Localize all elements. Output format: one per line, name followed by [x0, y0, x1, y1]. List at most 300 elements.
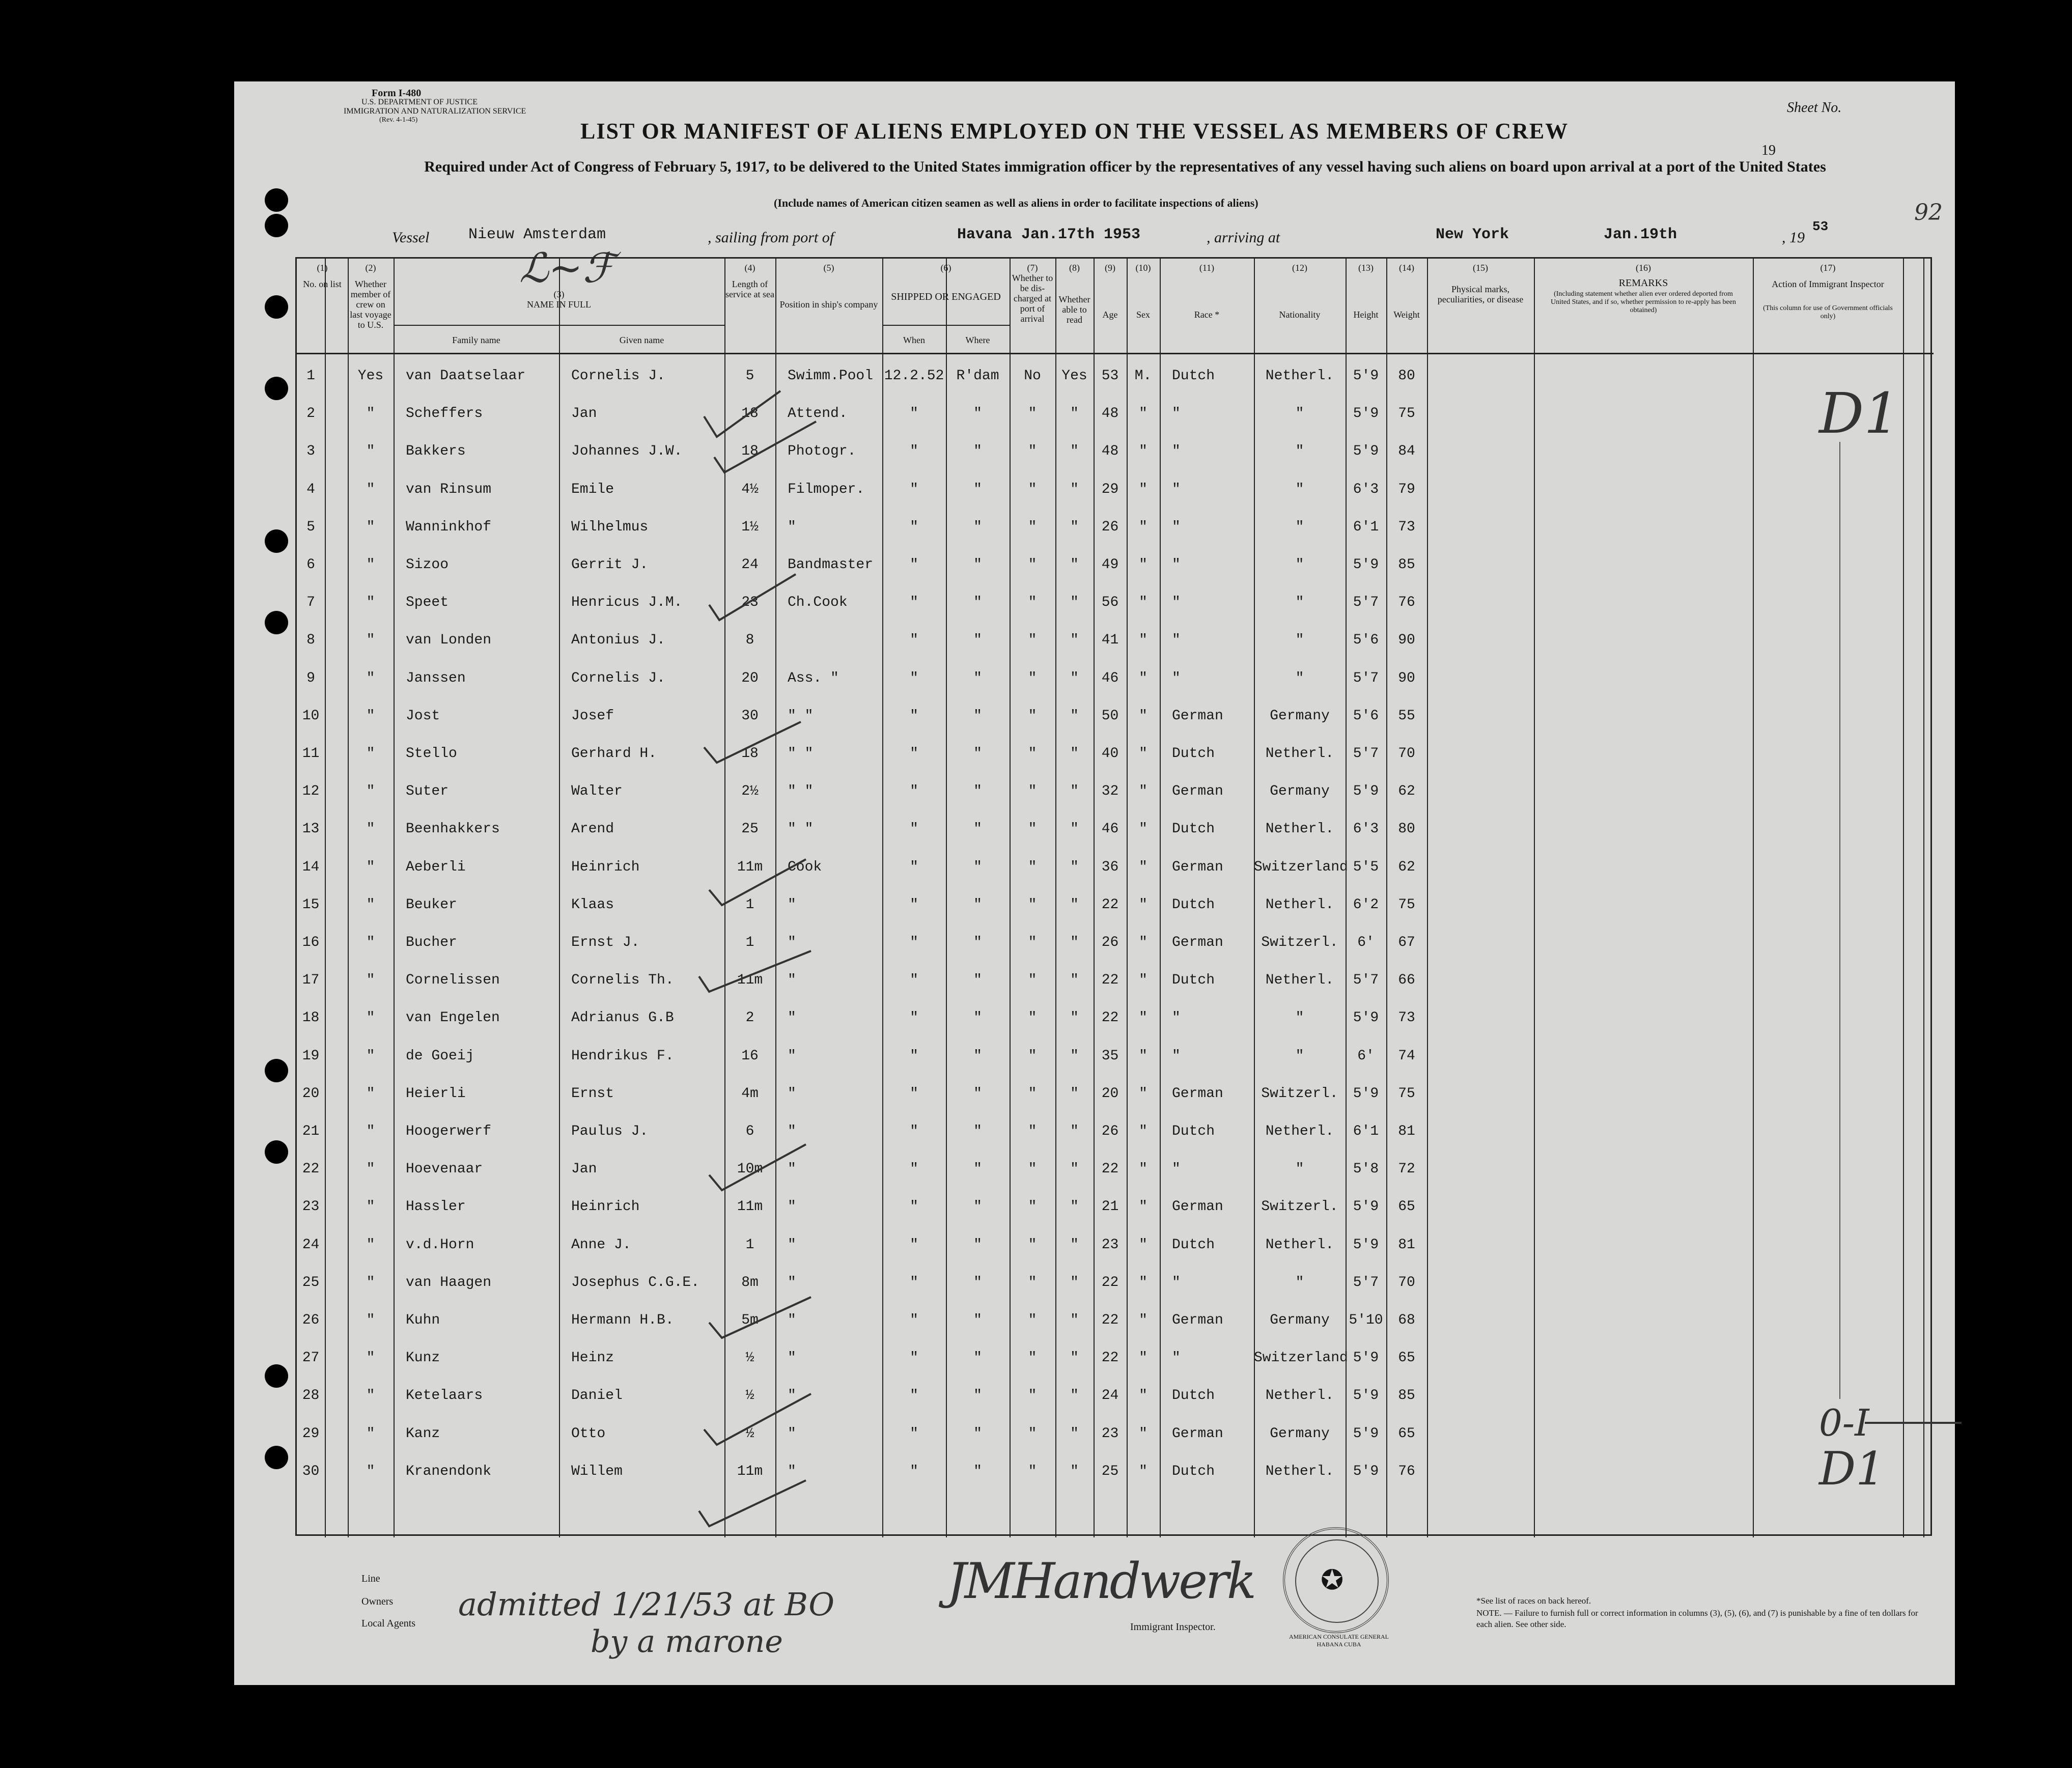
col-header-no: No. on list — [303, 279, 342, 289]
cell-height: 6'2 — [1353, 897, 1379, 913]
cell-where: " — [973, 1464, 982, 1479]
cell-disch: " — [1028, 746, 1037, 762]
cell-position: " — [788, 1464, 796, 1479]
cell-sex: " — [1139, 1312, 1147, 1328]
table-row — [297, 924, 1930, 961]
cell-family: van Daatselaar — [406, 368, 526, 384]
punch-hole — [265, 377, 288, 400]
cell-age: 50 — [1101, 708, 1119, 724]
cell-where: " — [973, 935, 982, 950]
cell-disch: " — [1028, 972, 1037, 988]
cell-member: " — [366, 708, 375, 724]
col-num-6: (6) — [940, 263, 951, 273]
cell-where: R'dam — [956, 368, 999, 384]
cell-disch: " — [1028, 595, 1037, 610]
cell-race: German — [1172, 783, 1223, 799]
cell-member: " — [366, 1388, 375, 1404]
col-num-16: (16) — [1636, 263, 1651, 273]
cell-read: " — [1070, 670, 1079, 686]
cell-weight: 62 — [1398, 783, 1415, 799]
col-header-read: Whether able to read — [1058, 294, 1090, 325]
cell-given: Johannes J.W. — [571, 443, 683, 459]
cell-where: " — [973, 859, 982, 875]
cell-family: Hassler — [406, 1199, 466, 1215]
cell-length: 18 — [741, 443, 759, 459]
col-num-10: (10) — [1135, 263, 1151, 273]
cell-nat: Germany — [1270, 1426, 1330, 1442]
cell-no: 21 — [302, 1124, 320, 1139]
cell-read: " — [1070, 935, 1079, 950]
cell-age: 46 — [1101, 670, 1119, 686]
cell-disch: " — [1028, 1426, 1037, 1442]
cell-where: " — [973, 1161, 982, 1177]
cell-weight: 85 — [1398, 557, 1415, 573]
cell-age: 48 — [1101, 406, 1119, 422]
cell-family: van Haagen — [406, 1275, 492, 1290]
cell-no: 11 — [302, 746, 320, 762]
cell-member: " — [366, 897, 375, 913]
cell-disch: " — [1028, 519, 1037, 535]
strike-through — [1865, 1422, 1962, 1424]
cell-where: " — [973, 443, 982, 459]
cell-disch: " — [1028, 1010, 1037, 1026]
cell-disch: " — [1028, 783, 1037, 799]
cell-given: Klaas — [571, 897, 614, 913]
cell-height: 5'6 — [1353, 632, 1379, 648]
col-num-8: (8) — [1069, 263, 1080, 273]
cell-sex: " — [1139, 935, 1147, 950]
cell-disch: " — [1028, 1312, 1037, 1328]
cell-age: 26 — [1101, 1124, 1119, 1139]
cell-weight: 73 — [1398, 519, 1415, 535]
cell-read: " — [1070, 482, 1079, 497]
cell-nat: " — [1295, 1275, 1304, 1290]
cell-height: 5'7 — [1353, 595, 1379, 610]
table-row — [297, 1038, 1930, 1075]
cell-nat: Netherl. — [1265, 1388, 1334, 1404]
cell-race: Dutch — [1172, 1124, 1215, 1139]
cell-weight: 84 — [1398, 443, 1415, 459]
cell-height: 5'9 — [1353, 1199, 1379, 1215]
cell-family: Cornelissen — [406, 972, 500, 988]
cell-height: 5'9 — [1353, 1010, 1379, 1026]
cell-sex: " — [1139, 972, 1147, 988]
cell-race: Dutch — [1172, 897, 1215, 913]
cell-when: 12.2.52 — [884, 368, 944, 384]
cell-disch: " — [1028, 1048, 1037, 1064]
cell-weight: 80 — [1398, 821, 1415, 837]
cell-family: Kranendonk — [406, 1464, 492, 1479]
cell-height: 5'7 — [1353, 746, 1379, 762]
page-title: LIST OR MANIFEST OF ALIENS EMPLOYED ON THE VESSEL AS MEMBERS OF CREW — [580, 119, 1569, 144]
cell-height: 6'3 — [1353, 821, 1379, 837]
cell-height: 6' — [1357, 935, 1375, 950]
cell-when: " — [910, 1048, 918, 1064]
cell-where: " — [973, 972, 982, 988]
col-header-where: Where — [965, 335, 990, 345]
cell-length: 11m — [737, 1199, 763, 1215]
cell-given: Josef — [571, 708, 614, 724]
cell-weight: 75 — [1398, 406, 1415, 422]
cell-disch: " — [1028, 1199, 1037, 1215]
cell-length: ½ — [745, 1388, 754, 1404]
cell-length: 11m — [737, 859, 763, 875]
cell-read: " — [1070, 1086, 1079, 1102]
col-header-discharged: Whether to be dis-charged at port of arrival — [1012, 273, 1053, 324]
cell-position: " " — [788, 783, 814, 799]
cell-when: " — [910, 1199, 918, 1215]
cell-read: " — [1070, 1237, 1079, 1253]
cell-family: Heierli — [406, 1086, 466, 1102]
cell-member: " — [366, 1048, 375, 1064]
cell-disch: " — [1028, 897, 1037, 913]
cell-length: ½ — [745, 1350, 754, 1366]
col-num-3: (3) — [553, 289, 565, 299]
cell-height: 5'5 — [1353, 859, 1379, 875]
cell-when: " — [910, 783, 918, 799]
col-header-when: When — [903, 335, 925, 345]
cell-position: " — [788, 1312, 796, 1328]
year-prefix-2: , 19 — [1782, 229, 1805, 246]
cell-no: 28 — [302, 1388, 320, 1404]
cell-race: " — [1172, 557, 1181, 573]
cell-sex: " — [1139, 1388, 1147, 1404]
cell-height: 5'9 — [1353, 443, 1379, 459]
cell-race: " — [1172, 482, 1181, 497]
crew-table — [295, 257, 1932, 1536]
cell-height: 5'9 — [1353, 1350, 1379, 1366]
cell-family: Hoogerwerf — [406, 1124, 492, 1139]
cell-age: 23 — [1101, 1237, 1119, 1253]
table-row — [297, 1340, 1930, 1377]
stamp-text: AMERICAN CONSULATE GENERAL HABANA CUBA — [1289, 1633, 1389, 1648]
cell-family: Jost — [406, 708, 440, 724]
cell-race: " — [1172, 1275, 1181, 1290]
cell-weight: 70 — [1398, 1275, 1415, 1290]
col-header-length: Length of service at sea — [725, 279, 774, 299]
cell-read: " — [1070, 1275, 1079, 1290]
cell-position: Swimm.Pool — [788, 368, 874, 384]
cell-where: " — [973, 595, 982, 610]
col-num-5: (5) — [823, 263, 834, 273]
cell-sex: " — [1139, 1086, 1147, 1102]
cell-nat: Switzerl. — [1261, 1086, 1338, 1102]
cell-sex: " — [1139, 1464, 1147, 1479]
col-header-action: Action of Immigrant Inspector — [1772, 279, 1884, 289]
cell-when: " — [910, 935, 918, 950]
cell-weight: 76 — [1398, 1464, 1415, 1479]
cell-when: " — [910, 859, 918, 875]
cell-member: Yes — [357, 368, 384, 384]
races-note: *See list of races on back hereof. — [1476, 1596, 1591, 1606]
agents-label: Local Agents — [361, 1618, 416, 1629]
cell-given: Otto — [571, 1426, 606, 1442]
cell-given: Cornelis Th. — [571, 972, 674, 988]
cell-weight: 90 — [1398, 670, 1415, 686]
punch-hole — [265, 1446, 288, 1469]
cell-family: Beenhakkers — [406, 821, 500, 837]
cell-member: " — [366, 1161, 375, 1177]
cell-where: " — [973, 632, 982, 648]
cell-given: Arend — [571, 821, 614, 837]
col-num-14: (14) — [1399, 263, 1414, 273]
cell-race: German — [1172, 1426, 1223, 1442]
col-header-action-sub: (This column for use of Government officials only) — [1763, 304, 1893, 320]
cell-weight: 65 — [1398, 1350, 1415, 1366]
col-header-age: Age — [1102, 310, 1118, 320]
cell-where: " — [973, 1010, 982, 1026]
cell-sex: " — [1139, 1010, 1147, 1026]
cell-when: " — [910, 482, 918, 497]
cell-race: German — [1172, 1199, 1223, 1215]
cell-where: " — [973, 746, 982, 762]
form-revision: (Rev. 4-1-45) — [379, 116, 418, 124]
cell-sex: " — [1139, 708, 1147, 724]
cell-sex: " — [1139, 670, 1147, 686]
cell-position: " — [788, 1388, 796, 1404]
cell-race: " — [1172, 595, 1181, 610]
cell-race: German — [1172, 859, 1223, 875]
cell-weight: 65 — [1398, 1199, 1415, 1215]
cell-family: Ketelaars — [406, 1388, 483, 1404]
cell-given: Jan — [571, 406, 597, 422]
cell-length: 8 — [745, 632, 754, 648]
cell-read: " — [1070, 708, 1079, 724]
cell-given: Josephus C.G.E. — [571, 1275, 700, 1290]
cell-no: 16 — [302, 935, 320, 950]
cell-where: " — [973, 1275, 982, 1290]
eagle-icon: ✪ — [1321, 1565, 1344, 1595]
punch-hole — [265, 529, 288, 553]
punch-hole — [265, 188, 288, 212]
sailing-from: Havana Jan.17th 1953 — [957, 226, 1141, 243]
admitted-by: by a marone — [591, 1624, 783, 1660]
cell-disch: " — [1028, 1350, 1037, 1366]
cell-nat: Netherl. — [1265, 746, 1334, 762]
cell-given: Henricus J.M. — [571, 595, 683, 610]
cell-nat: Germany — [1270, 783, 1330, 799]
cell-length: 1 — [745, 935, 754, 950]
cell-position: Ass. " — [788, 670, 839, 686]
cell-given: Ernst — [571, 1086, 614, 1102]
cell-weight: 55 — [1398, 708, 1415, 724]
cell-read: " — [1070, 1124, 1079, 1139]
cell-read: " — [1070, 1426, 1079, 1442]
cell-position: Cook — [788, 859, 822, 875]
cell-disch: " — [1028, 1124, 1037, 1139]
cell-position: " — [788, 897, 796, 913]
cell-where: " — [973, 1124, 982, 1139]
cell-when: " — [910, 406, 918, 422]
cell-no: 18 — [302, 1010, 320, 1026]
cell-read: " — [1070, 1010, 1079, 1026]
cell-weight: 80 — [1398, 368, 1415, 384]
cell-when: " — [910, 821, 918, 837]
cell-read: " — [1070, 557, 1079, 573]
cell-family: Janssen — [406, 670, 466, 686]
cell-length: 30 — [741, 708, 759, 724]
cell-nat: Netherl. — [1265, 1464, 1334, 1479]
cell-height: 5'10 — [1349, 1312, 1383, 1328]
col-header-shipped: SHIPPED OR ENGAGED — [891, 291, 1001, 302]
cell-given: Daniel — [571, 1388, 623, 1404]
manifest-sheet — [234, 81, 1955, 1685]
arrival-date: Jan.19th — [1604, 226, 1677, 243]
cell-position: Attend. — [788, 406, 848, 422]
cell-position: " — [788, 1086, 796, 1102]
cell-family: Hoevenaar — [406, 1161, 483, 1177]
cell-weight: 75 — [1398, 897, 1415, 913]
cell-race: German — [1172, 935, 1223, 950]
cell-sex: " — [1139, 632, 1147, 648]
cell-length: 25 — [741, 821, 759, 837]
cell-read: " — [1070, 1161, 1079, 1177]
cell-where: " — [973, 897, 982, 913]
cell-member: " — [366, 1086, 375, 1102]
cell-age: 24 — [1101, 1388, 1119, 1404]
cell-race: " — [1172, 670, 1181, 686]
arriving-at: New York — [1436, 226, 1509, 243]
cell-read: " — [1070, 519, 1079, 535]
cell-family: Bakkers — [406, 443, 466, 459]
cell-length: 4½ — [741, 482, 759, 497]
cell-when: " — [910, 1464, 918, 1479]
cell-sex: " — [1139, 783, 1147, 799]
cell-sex: M. — [1134, 368, 1152, 384]
table-row — [297, 1076, 1930, 1112]
cell-family: Aeberli — [406, 859, 466, 875]
cell-member: " — [366, 482, 375, 497]
cell-height: 5'9 — [1353, 1388, 1379, 1404]
cell-member: " — [366, 746, 375, 762]
table-row — [297, 1265, 1930, 1301]
cell-when: " — [910, 1388, 918, 1404]
cell-no: 13 — [302, 821, 320, 837]
sailing-label: , sailing from port of — [708, 229, 834, 246]
table-row — [297, 773, 1930, 810]
cell-member: " — [366, 1237, 375, 1253]
cell-sex: " — [1139, 482, 1147, 497]
cell-no: 29 — [302, 1426, 320, 1442]
col-header-position: Position in ship's company — [779, 299, 878, 310]
col-num-13: (13) — [1358, 263, 1374, 273]
cell-sex: " — [1139, 406, 1147, 422]
cell-no: 12 — [302, 783, 320, 799]
cell-family: Suter — [406, 783, 449, 799]
table-row — [297, 622, 1930, 659]
page-number: 92 — [1914, 200, 1943, 226]
cell-race: German — [1172, 708, 1223, 724]
cell-member: " — [366, 443, 375, 459]
cell-no: 10 — [302, 708, 320, 724]
cell-age: 22 — [1101, 1275, 1119, 1290]
cell-when: " — [910, 1010, 918, 1026]
cell-length: 18 — [741, 746, 759, 762]
cell-nat: " — [1295, 482, 1304, 497]
cell-nat: " — [1295, 1161, 1304, 1177]
cell-weight: 66 — [1398, 972, 1415, 988]
table-row — [297, 433, 1930, 470]
cell-read: " — [1070, 783, 1079, 799]
cell-nat: Germany — [1270, 708, 1330, 724]
cell-nat: " — [1295, 632, 1304, 648]
cell-given: Hermann H.B. — [571, 1312, 674, 1328]
cell-sex: " — [1139, 1275, 1147, 1290]
col-num-2: (2) — [365, 263, 376, 273]
cell-no: 8 — [306, 632, 315, 648]
col-header-member: Whether member of crew on last voyage to U.S. — [350, 279, 391, 330]
cell-given: Antonius J. — [571, 632, 665, 648]
cell-length: 10m — [737, 1161, 763, 1177]
cell-sex: " — [1139, 897, 1147, 913]
inspector-signature: JMHandwerk — [947, 1553, 1255, 1610]
cell-age: 26 — [1101, 519, 1119, 535]
cell-member: " — [366, 595, 375, 610]
cell-age: 22 — [1101, 1312, 1119, 1328]
cell-member: " — [366, 821, 375, 837]
cell-height: 5'9 — [1353, 1426, 1379, 1442]
cell-family: Scheffers — [406, 406, 483, 422]
cell-when: " — [910, 1426, 918, 1442]
cell-disch: " — [1028, 1237, 1037, 1253]
cell-read: " — [1070, 595, 1079, 610]
cell-read: " — [1070, 746, 1079, 762]
cell-nat: " — [1295, 406, 1304, 422]
cell-age: 20 — [1101, 1086, 1119, 1102]
cell-nat: " — [1295, 670, 1304, 686]
action-mark-top: D1 — [1819, 381, 1900, 446]
cell-position: " — [788, 1010, 796, 1026]
table-row — [297, 1151, 1930, 1188]
cell-position: Bandmaster — [788, 557, 874, 573]
cell-age: 22 — [1101, 1010, 1119, 1026]
cell-member: " — [366, 972, 375, 988]
cell-member: " — [366, 557, 375, 573]
cell-weight: 81 — [1398, 1237, 1415, 1253]
cell-length: 6 — [745, 1124, 754, 1139]
cell-no: 20 — [302, 1086, 320, 1102]
cell-age: 41 — [1101, 632, 1119, 648]
cell-position: " — [788, 1426, 796, 1442]
cell-nat: " — [1295, 1048, 1304, 1064]
cell-nat: Netherl. — [1265, 1237, 1334, 1253]
cell-read: " — [1070, 443, 1079, 459]
cell-sex: " — [1139, 1048, 1147, 1064]
cell-age: 21 — [1101, 1199, 1119, 1215]
cell-family: van Engelen — [406, 1010, 500, 1026]
cell-length: 1½ — [741, 519, 759, 535]
cell-height: 5'7 — [1353, 670, 1379, 686]
cell-height: 6'1 — [1353, 519, 1379, 535]
cell-member: " — [366, 1350, 375, 1366]
cell-disch: " — [1028, 821, 1037, 837]
cell-weight: 74 — [1398, 1048, 1415, 1064]
cell-weight: 70 — [1398, 746, 1415, 762]
arriving-label: , arriving at — [1207, 229, 1280, 246]
cell-read: " — [1070, 406, 1079, 422]
table-row — [297, 962, 1930, 999]
cell-age: 29 — [1101, 482, 1119, 497]
cell-position: " — [788, 1237, 796, 1253]
cell-length: 8m — [741, 1275, 759, 1290]
table-row — [297, 396, 1930, 432]
cell-weight: 62 — [1398, 859, 1415, 875]
cell-member: " — [366, 783, 375, 799]
cell-position: Ch.Cook — [788, 595, 848, 610]
cell-sex: " — [1139, 1426, 1147, 1442]
cell-weight: 65 — [1398, 1426, 1415, 1442]
cell-length: 5 — [745, 368, 754, 384]
